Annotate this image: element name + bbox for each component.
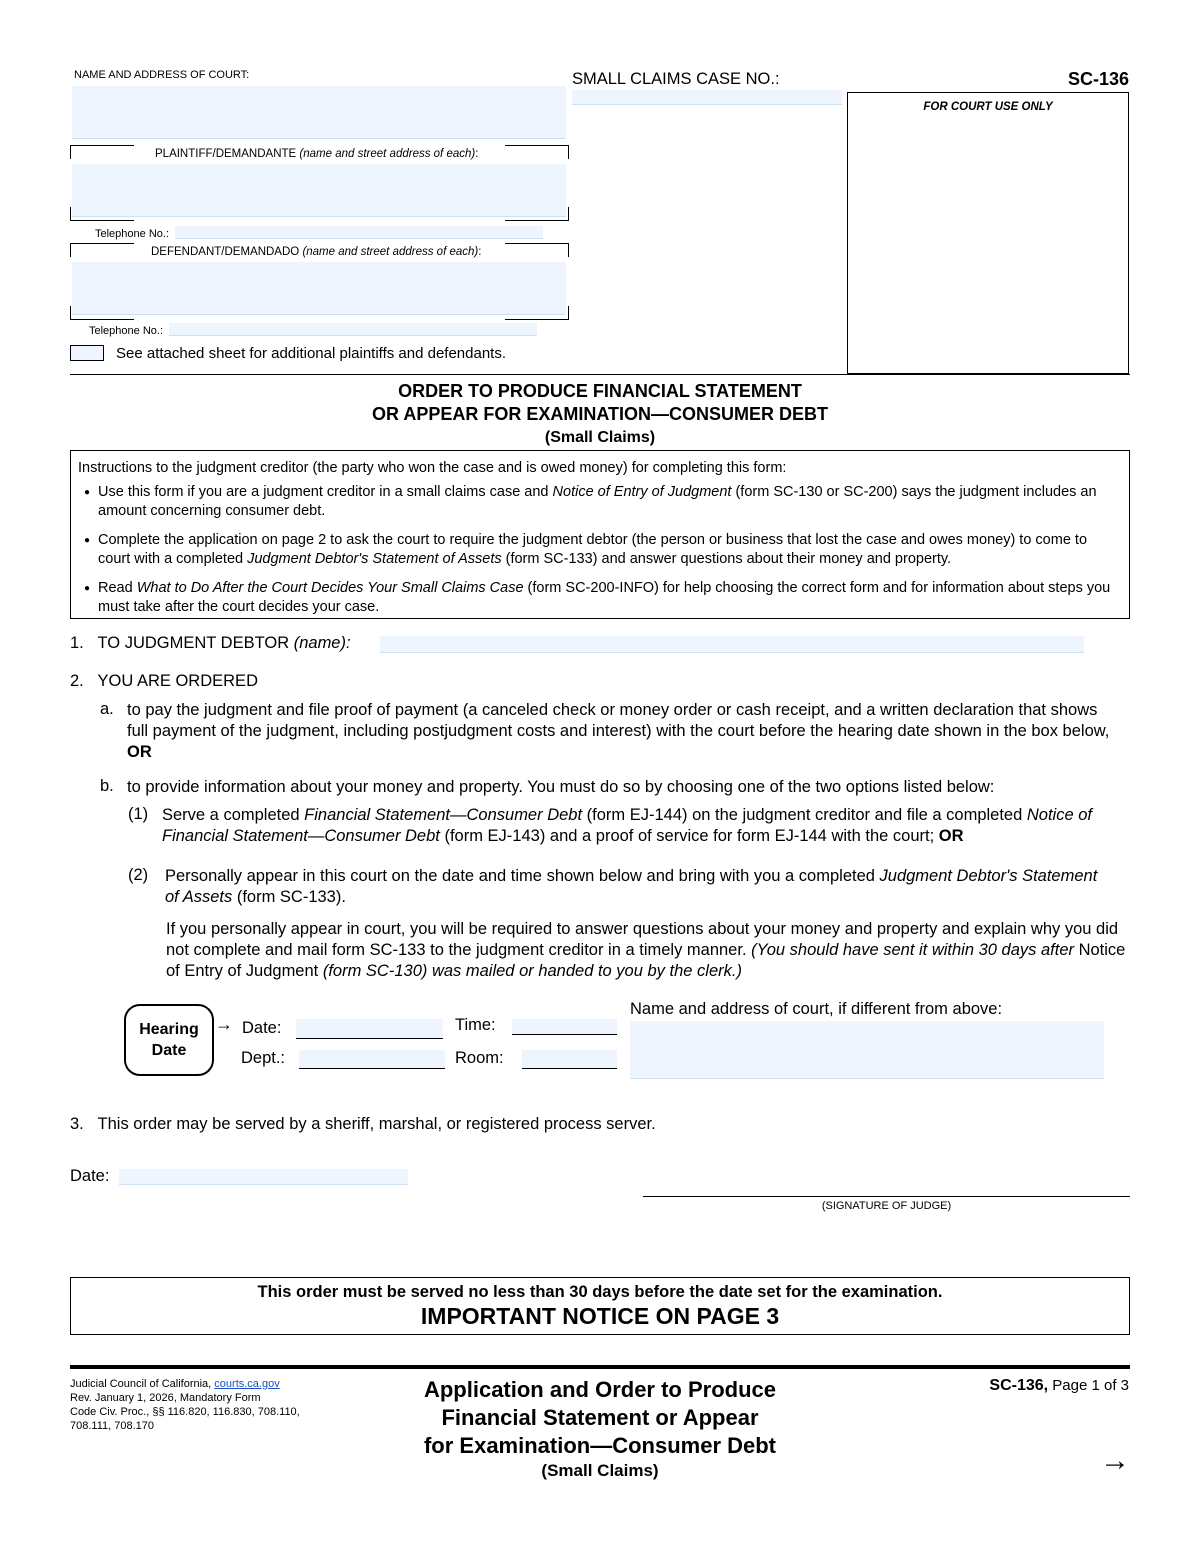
instructions-list — [84, 483, 1114, 623]
instruction-item: ● Use this form if you are a judgment creditor in a small claims case and Notice of Entry of Judgment (form SC-130 or SC-200) says the judgment includes an amount concerning consumer debt. — [84, 483, 1114, 521]
footer-citation: Judicial Council of California, courts.ca.gov Rev. January 1, 2026, Mandatory Form Code Civ. Proc., §§ 116.820, 116.830, 708.110, 708.111, 708.170 — [70, 1378, 300, 1432]
instruction-item: ● Complete the application on page 2 to ask the court to require the judgment debtor (the person or business that lost the case and owes money) to come to court with a completed Judgment Debtor's Statement of Assets (form SC-133) and answer questions about their money and property. — [84, 531, 1114, 569]
defendant-telephone-field[interactable] — [169, 323, 537, 336]
item-1: 1. TO JUDGMENT DEBTOR (name): — [70, 634, 351, 652]
appearance-paragraph: If you personally appear in court, you will be required to answer questions about your money and property and explain why you did not complete and mail form SC-133 to the judgment creditor in a timely manner. (You should have sent it within 30 days after Notice of Entry of Judgment (form SC-130) was mailed or handed to you by the clerk.) — [166, 920, 1126, 980]
hearing-arrow-icon: → — [215, 1014, 233, 1034]
court-use-label: FOR COURT USE ONLY — [923, 101, 1053, 113]
footer-rule — [70, 1365, 1130, 1369]
item-2b-letter: b. — [100, 777, 114, 795]
instruction-item: ● Read What to Do After the Court Decides Your Small Claims Case (form SC-200-INFO) for help choosing the correct form and for information about steps you must take after the court decides your case. — [84, 579, 1114, 617]
item-2a-letter: a. — [100, 700, 114, 718]
item-2a-text: to pay the judgment and file proof of payment (a canceled check or money order or cash receipt, and a written declaration that shows full payment of the judgment, including postjudgment costs and interest) with the court before the hearing date shown in the box below, OR — [127, 701, 1110, 761]
footer-title: Application and Order to Produce Financial Statement or Appear for Examination—Consumer Debt (Small Claims) — [423, 1377, 777, 1480]
instructions-intro: Instructions to the judgment creditor (the party who won the case and is owed money) for completing this form: — [78, 460, 787, 476]
option-2-text: Personally appear in this court on the date and time shown below and bring with you a completed Judgment Debtor's Statement of Assets (form SC-133). — [165, 867, 1098, 906]
hearing-room-field[interactable] — [522, 1050, 617, 1069]
court-name-field[interactable] — [72, 86, 566, 139]
plaintiff-telephone-field[interactable] — [175, 226, 543, 239]
alt-court-field[interactable] — [630, 1021, 1104, 1079]
plaintiff-telephone-label: Telephone No.: — [95, 228, 169, 240]
hearing-time-field[interactable] — [512, 1019, 617, 1035]
hearing-room-label: Room: — [455, 1049, 504, 1067]
option-2-number: (2) — [128, 866, 149, 884]
signature-line — [643, 1196, 1130, 1197]
court-name-label: NAME AND ADDRESS OF COURT: — [74, 69, 250, 81]
hearing-dept-label: Dept.: — [241, 1049, 286, 1067]
case-number-label: SMALL CLAIMS CASE NO.: — [572, 70, 780, 88]
item-2: 2. YOU ARE ORDERED — [70, 672, 258, 690]
case-number-field[interactable] — [572, 90, 842, 105]
signature-label: (SIGNATURE OF JUDGE) — [821, 1200, 952, 1212]
important-notice-box: This order must be served no less than 30 days before the date set for the examination. IMPORTANT NOTICE ON PAGE 3 — [70, 1277, 1130, 1335]
order-date-field[interactable] — [119, 1169, 408, 1185]
defendant-telephone-label: Telephone No.: — [89, 325, 163, 337]
option-1-number: (1) — [128, 805, 149, 823]
court-use-box — [847, 92, 1129, 374]
option-1-text: Serve a completed Financial Statement—Consumer Debt (form EJ-144) on the judgment creditor and file a completed Notice of Financial Statement—Consumer Debt (form EJ-143) and a proof of service for form EJ-144 with the court; OR — [162, 806, 1092, 845]
item-2b-text: to provide information about your money and property. You must do so by choosing one of the two options listed below: — [127, 778, 995, 796]
order-date-label: Date: — [70, 1167, 110, 1185]
next-page-arrow-icon[interactable]: → — [1100, 1444, 1130, 1477]
courts-link[interactable]: courts.ca.gov — [214, 1378, 280, 1390]
defendant-field[interactable] — [72, 262, 566, 315]
item-3: 3. This order may be served by a sheriff, marshal, or registered process server. — [70, 1115, 656, 1133]
hearing-dept-field[interactable] — [299, 1050, 445, 1069]
form-id: SC-136 — [1067, 69, 1129, 89]
attached-sheet-label: See attached sheet for additional plaintiffs and defendants. — [116, 345, 507, 362]
hearing-date-field[interactable] — [296, 1019, 443, 1039]
alt-court-label: Name and address of court, if different from above: — [630, 1000, 1003, 1018]
judgment-debtor-name-field[interactable] — [380, 636, 1084, 653]
plaintiff-label: PLAINTIFF/DEMANDANTE (name and street address of each): — [155, 148, 479, 160]
plaintiff-field[interactable] — [72, 164, 566, 217]
attached-sheet-checkbox[interactable] — [70, 345, 104, 361]
hearing-time-label: Time: — [455, 1016, 496, 1034]
hearing-date-label: Date: — [242, 1019, 282, 1037]
footer-page-number: SC-136, Page 1 of 3 — [989, 1377, 1129, 1394]
form-title: ORDER TO PRODUCE FINANCIAL STATEMENT OR APPEAR FOR EXAMINATION—CONSUMER DEBT (Small Claims) — [371, 381, 828, 446]
hearing-date-badge: Hearing Date — [124, 1004, 214, 1076]
defendant-label: DEFENDANT/DEMANDADO (name and street address of each): — [151, 246, 482, 258]
